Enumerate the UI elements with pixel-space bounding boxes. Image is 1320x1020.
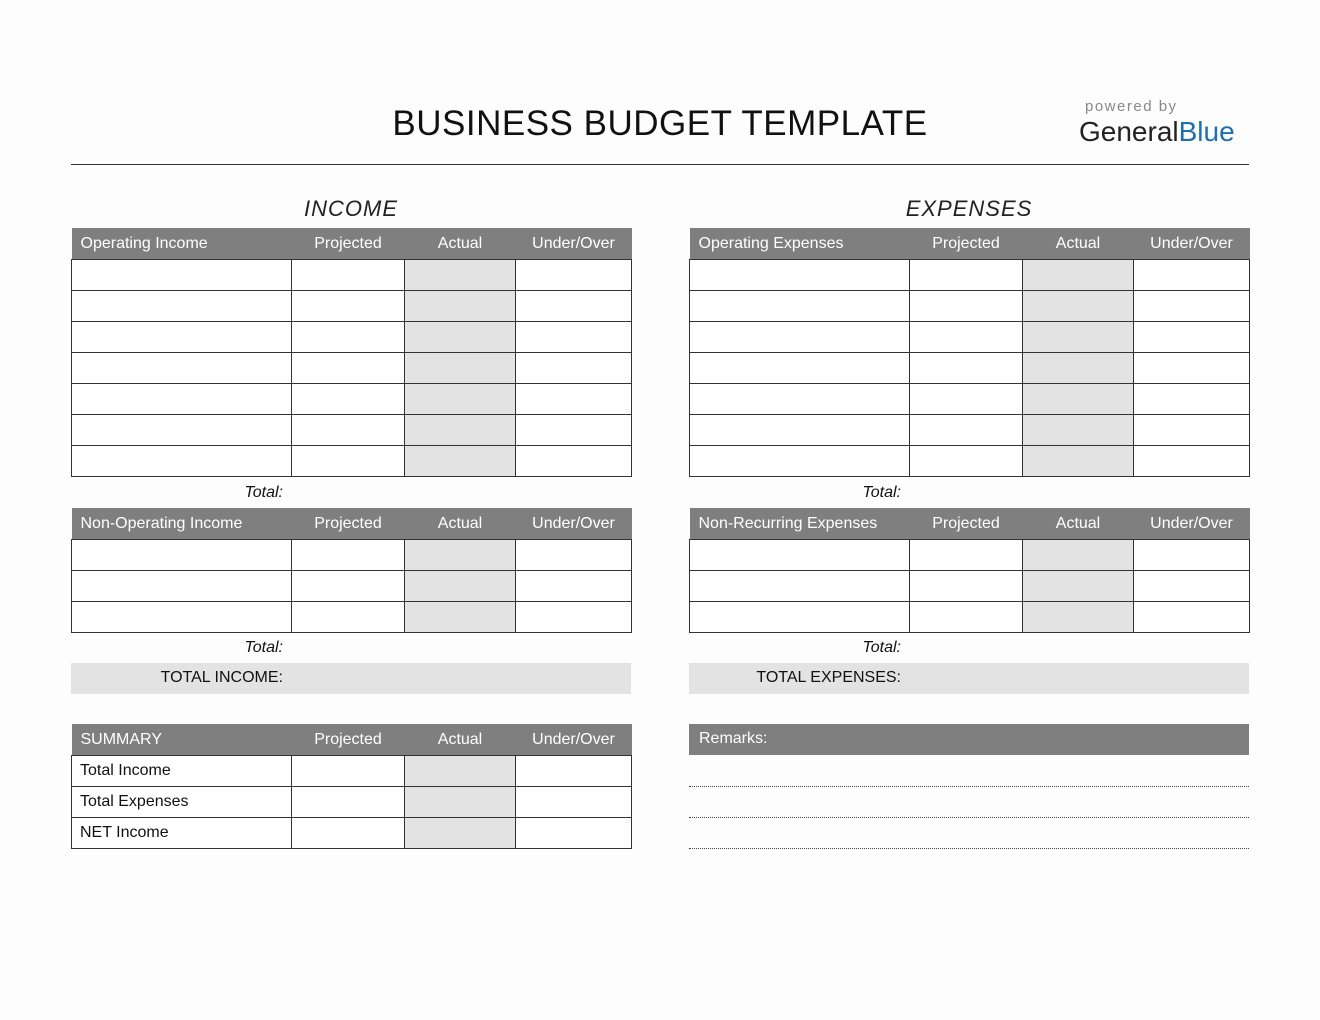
projected-cell[interactable]	[292, 818, 405, 849]
column-header-under-over: Under/Over	[1134, 228, 1250, 260]
label-cell[interactable]	[690, 291, 910, 322]
under-over-cell[interactable]	[516, 260, 632, 291]
table-row	[72, 602, 632, 633]
column-header-under-over: Under/Over	[1134, 508, 1250, 540]
actual-cell[interactable]	[405, 446, 516, 477]
non-operating-income-table	[71, 508, 632, 633]
under-over-cell[interactable]	[516, 446, 632, 477]
table-row	[72, 291, 632, 322]
table-row	[690, 415, 1250, 446]
table-row	[690, 571, 1250, 602]
label-cell[interactable]	[690, 602, 910, 633]
table-row	[690, 322, 1250, 353]
label-cell[interactable]	[690, 446, 910, 477]
projected-cell[interactable]	[910, 571, 1023, 602]
actual-cell[interactable]	[405, 540, 516, 571]
label-cell[interactable]	[72, 260, 292, 291]
label-cell[interactable]	[690, 322, 910, 353]
projected-cell[interactable]	[292, 384, 405, 415]
non-recurring-expenses-table	[689, 508, 1250, 633]
under-over-cell[interactable]	[516, 756, 632, 787]
projected-cell[interactable]	[910, 602, 1023, 633]
projected-cell[interactable]	[910, 415, 1023, 446]
under-over-cell[interactable]	[1134, 322, 1250, 353]
projected-cell[interactable]	[910, 353, 1023, 384]
table-row	[72, 818, 632, 849]
actual-cell[interactable]	[405, 260, 516, 291]
under-over-cell[interactable]	[516, 602, 632, 633]
page-title: BUSINESS BUDGET TEMPLATE	[392, 104, 928, 143]
table-row	[72, 446, 632, 477]
table-row	[72, 571, 632, 602]
remarks-line[interactable]	[689, 848, 1249, 849]
column-header-projected: Projected	[910, 228, 1023, 260]
table-row	[690, 260, 1250, 291]
label-cell[interactable]	[72, 540, 292, 571]
column-header-under-over: Under/Over	[516, 228, 632, 260]
remarks-label: Remarks:	[699, 730, 768, 747]
column-header-projected: Projected	[910, 508, 1023, 540]
label-cell[interactable]	[72, 291, 292, 322]
label-cell[interactable]	[72, 571, 292, 602]
actual-cell[interactable]	[405, 571, 516, 602]
label-cell[interactable]	[72, 353, 292, 384]
under-over-cell[interactable]	[1134, 571, 1250, 602]
column-header-actual: Actual	[405, 228, 516, 260]
projected-cell[interactable]	[292, 540, 405, 571]
table-header-row	[690, 508, 1250, 540]
under-over-cell[interactable]	[1134, 540, 1250, 571]
under-over-cell[interactable]	[516, 415, 632, 446]
column-header-actual: Actual	[405, 724, 516, 756]
projected-cell[interactable]	[292, 260, 405, 291]
column-header-actual: Actual	[405, 508, 516, 540]
column-header-projected: Projected	[292, 228, 405, 260]
summary-table	[71, 724, 632, 849]
projected-cell[interactable]	[292, 571, 405, 602]
income-heading: INCOME	[304, 196, 398, 221]
actual-cell[interactable]	[405, 602, 516, 633]
actual-cell[interactable]	[1023, 571, 1134, 602]
actual-cell[interactable]	[1023, 353, 1134, 384]
table-header-row	[690, 228, 1250, 260]
label-cell[interactable]	[690, 384, 910, 415]
actual-cell[interactable]	[1023, 446, 1134, 477]
column-header-under-over: Under/Over	[516, 508, 632, 540]
table-row	[690, 384, 1250, 415]
projected-cell[interactable]	[292, 322, 405, 353]
label-cell[interactable]	[72, 415, 292, 446]
actual-cell[interactable]	[405, 353, 516, 384]
actual-cell[interactable]	[405, 818, 516, 849]
projected-cell[interactable]	[910, 260, 1023, 291]
actual-cell[interactable]	[405, 415, 516, 446]
operating-expenses-total-label: Total:	[862, 484, 901, 501]
table-row	[690, 540, 1250, 571]
column-header-actual: Actual	[1023, 508, 1134, 540]
label-cell[interactable]	[72, 602, 292, 633]
label-cell: NET Income	[72, 818, 292, 849]
under-over-cell[interactable]	[516, 291, 632, 322]
column-header-actual: Actual	[1023, 228, 1134, 260]
title-divider	[71, 164, 1249, 165]
actual-cell[interactable]	[1023, 260, 1134, 291]
projected-cell[interactable]	[292, 415, 405, 446]
projected-cell[interactable]	[910, 322, 1023, 353]
actual-cell[interactable]	[1023, 540, 1134, 571]
actual-cell[interactable]	[1023, 291, 1134, 322]
label-cell[interactable]	[72, 446, 292, 477]
table-row	[72, 322, 632, 353]
column-header-under-over: Under/Over	[516, 724, 632, 756]
under-over-cell[interactable]	[516, 322, 632, 353]
label-cell: Total Income	[72, 756, 292, 787]
actual-cell[interactable]	[1023, 384, 1134, 415]
operating-income-table	[71, 228, 632, 477]
label-cell: Total Expenses	[72, 787, 292, 818]
under-over-cell[interactable]	[1134, 415, 1250, 446]
column-header-label: Non-Recurring Expenses	[690, 508, 910, 540]
table-row	[72, 756, 632, 787]
actual-cell[interactable]	[405, 291, 516, 322]
under-over-cell[interactable]	[516, 353, 632, 384]
projected-cell[interactable]	[910, 291, 1023, 322]
column-header-projected: Projected	[292, 508, 405, 540]
projected-cell[interactable]	[292, 787, 405, 818]
under-over-cell[interactable]	[516, 384, 632, 415]
table-row	[72, 260, 632, 291]
under-over-cell[interactable]	[1134, 602, 1250, 633]
table-row	[690, 446, 1250, 477]
actual-cell[interactable]	[405, 756, 516, 787]
label-cell[interactable]	[690, 540, 910, 571]
table-row	[690, 602, 1250, 633]
brand-name-blue: Blue	[1178, 116, 1235, 147]
under-over-cell[interactable]	[1134, 260, 1250, 291]
table-header-row	[72, 228, 632, 260]
actual-cell[interactable]	[405, 384, 516, 415]
table-row	[690, 291, 1250, 322]
projected-cell[interactable]	[910, 446, 1023, 477]
non-operating-income-total-label: Total:	[244, 639, 283, 656]
expenses-heading: EXPENSES	[905, 196, 1033, 221]
under-over-cell[interactable]	[1134, 446, 1250, 477]
projected-cell[interactable]	[292, 446, 405, 477]
operating-expenses-table	[689, 228, 1250, 477]
column-header-label: Operating Expenses	[690, 228, 910, 260]
total-income-label: TOTAL INCOME:	[160, 669, 283, 686]
remarks-header	[689, 724, 1249, 755]
label-cell[interactable]	[690, 571, 910, 602]
projected-cell[interactable]	[910, 384, 1023, 415]
brand-logo	[1079, 98, 1249, 148]
label-cell[interactable]	[72, 322, 292, 353]
remarks-line[interactable]	[689, 786, 1249, 787]
actual-cell[interactable]	[405, 322, 516, 353]
label-cell[interactable]	[690, 353, 910, 384]
under-over-cell[interactable]	[516, 787, 632, 818]
table-header-row	[72, 508, 632, 540]
label-cell[interactable]	[72, 384, 292, 415]
total-expenses-bar	[689, 663, 1249, 694]
powered-by-text: powered by	[1085, 98, 1178, 115]
column-header-label: SUMMARY	[72, 724, 292, 756]
table-row	[72, 353, 632, 384]
under-over-cell[interactable]	[1134, 384, 1250, 415]
actual-cell[interactable]	[1023, 415, 1134, 446]
non-recurring-expenses-total-label: Total:	[862, 639, 901, 656]
table-row	[72, 787, 632, 818]
brand-name-general: General	[1079, 116, 1179, 147]
column-header-projected: Projected	[292, 724, 405, 756]
total-expenses-label: TOTAL EXPENSES:	[756, 669, 901, 686]
projected-cell[interactable]	[910, 540, 1023, 571]
projected-cell[interactable]	[292, 291, 405, 322]
column-header-label: Operating Income	[72, 228, 292, 260]
total-income-bar	[71, 663, 631, 694]
label-cell[interactable]	[690, 260, 910, 291]
projected-cell[interactable]	[292, 353, 405, 384]
actual-cell[interactable]	[1023, 322, 1134, 353]
table-row	[72, 415, 632, 446]
actual-cell[interactable]	[405, 787, 516, 818]
under-over-cell[interactable]	[516, 571, 632, 602]
actual-cell[interactable]	[1023, 602, 1134, 633]
table-row	[72, 384, 632, 415]
under-over-cell[interactable]	[1134, 291, 1250, 322]
under-over-cell[interactable]	[516, 540, 632, 571]
remarks-line[interactable]	[689, 817, 1249, 818]
table-row	[72, 540, 632, 571]
brand-name	[1079, 116, 1249, 148]
projected-cell[interactable]	[292, 602, 405, 633]
table-row	[690, 353, 1250, 384]
projected-cell[interactable]	[292, 756, 405, 787]
table-header-row	[72, 724, 632, 756]
under-over-cell[interactable]	[1134, 353, 1250, 384]
column-header-label: Non-Operating Income	[72, 508, 292, 540]
operating-income-total-label: Total:	[244, 484, 283, 501]
under-over-cell[interactable]	[516, 818, 632, 849]
label-cell[interactable]	[690, 415, 910, 446]
